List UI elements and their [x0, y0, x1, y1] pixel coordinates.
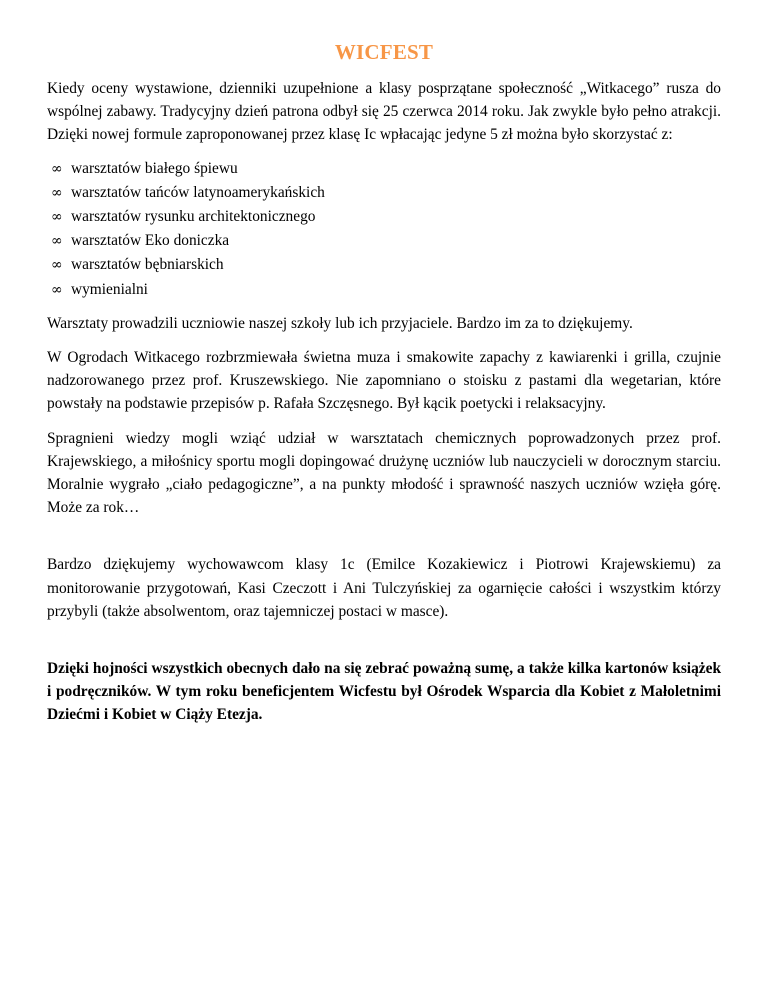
list-item — [47, 278, 721, 302]
list-item — [47, 229, 721, 253]
list-item-text: warsztatów tańców latynoamerykańskich — [71, 183, 325, 201]
infinity-bullet-icon: ∞ — [51, 281, 63, 298]
list-item — [47, 181, 721, 205]
infinity-bullet-icon: ∞ — [51, 160, 63, 177]
workshop-list — [47, 157, 721, 302]
list-item-text: warsztatów rysunku architektonicznego — [71, 208, 316, 226]
list-item — [47, 205, 721, 229]
infinity-bullet-icon: ∞ — [51, 184, 63, 201]
list-item — [47, 253, 721, 277]
final-paragraph: Dzięki hojności wszystkich obecnych dało na się zebrać poważną sumę, a także kilka kartonów książek i podręczników. W tym roku beneficjentem Wicfestu był Ośrodek Wsparcia dla Kobiet z Małoletnimi Dziećmi i Kobiet w Ciąży Etezja. — [47, 660, 721, 724]
thanks-long-paragraph: Bardzo dziękujemy wychowawcom klasy 1c (Emilce Kozakiewicz i Piotrowi Krajewskiemu) za monitorowanie przygotowań, Kasi Czeczott i Ani Tulczyńskiej za ogarnięcie całości i wszystkim którzy przybyli (także absolwentom, oraz tajemniczej postaci w masce). — [47, 556, 721, 620]
list-item-text: warsztatów bębniarskich — [71, 256, 224, 274]
thanks-short-paragraph: Warsztaty prowadzili uczniowie naszej szkoły lub ich przyjaciele. Bardzo im za to dziękujemy. — [47, 314, 633, 332]
document-page — [47, 40, 721, 727]
list-item-text: wymienialni — [71, 280, 148, 298]
workshops-paragraph: Spragnieni wiedzy mogli wziąć udział w warsztatach chemicznych poprowadzonych przez prof. Krajewskiego, a miłośnicy sportu mogli dopingować drużynę uczniów lub nauczycieli w dorocznym starciu. Moralnie wygrało „ciało pedagogiczne”, a na punkty młodość i sprawność naszych uczniów wzięła górę. Może za rok… — [47, 429, 721, 517]
list-item — [47, 157, 721, 181]
document-title: WICFEST — [334, 40, 434, 64]
infinity-bullet-icon: ∞ — [51, 209, 63, 226]
infinity-bullet-icon: ∞ — [51, 257, 63, 274]
list-item-text: warsztatów białego śpiewu — [71, 159, 238, 177]
infinity-bullet-icon: ∞ — [51, 233, 63, 250]
intro-paragraph: Kiedy oceny wystawione, dzienniki uzupełnione a klasy posprzątane społeczność „Witkacego” rusza do wspólnej zabawy. Tradycyjny dzień patrona odbył się 25 czerwca 2014 roku. Jak zwykle było pełno atrakcji. Dzięki nowej formule zaproponowanej przez klasę Ic wpłacając jedyne 5 zł można było skorzystać z: — [47, 80, 721, 144]
list-item-text: warsztatów Eko doniczka — [71, 232, 230, 250]
garden-paragraph: W Ogrodach Witkacego rozbrzmiewała świetna muza i smakowite zapachy z kawiarenki i grilla, czujnie nadzorowanego przez prof. Kruszewskiego. Nie zapomniano o stoisku z pastami dla wegetarian, które powstały na podstawie przepisów p. Rafała Szczęsnego. Był kącik poetycki i relaksacyjny. — [47, 349, 721, 413]
